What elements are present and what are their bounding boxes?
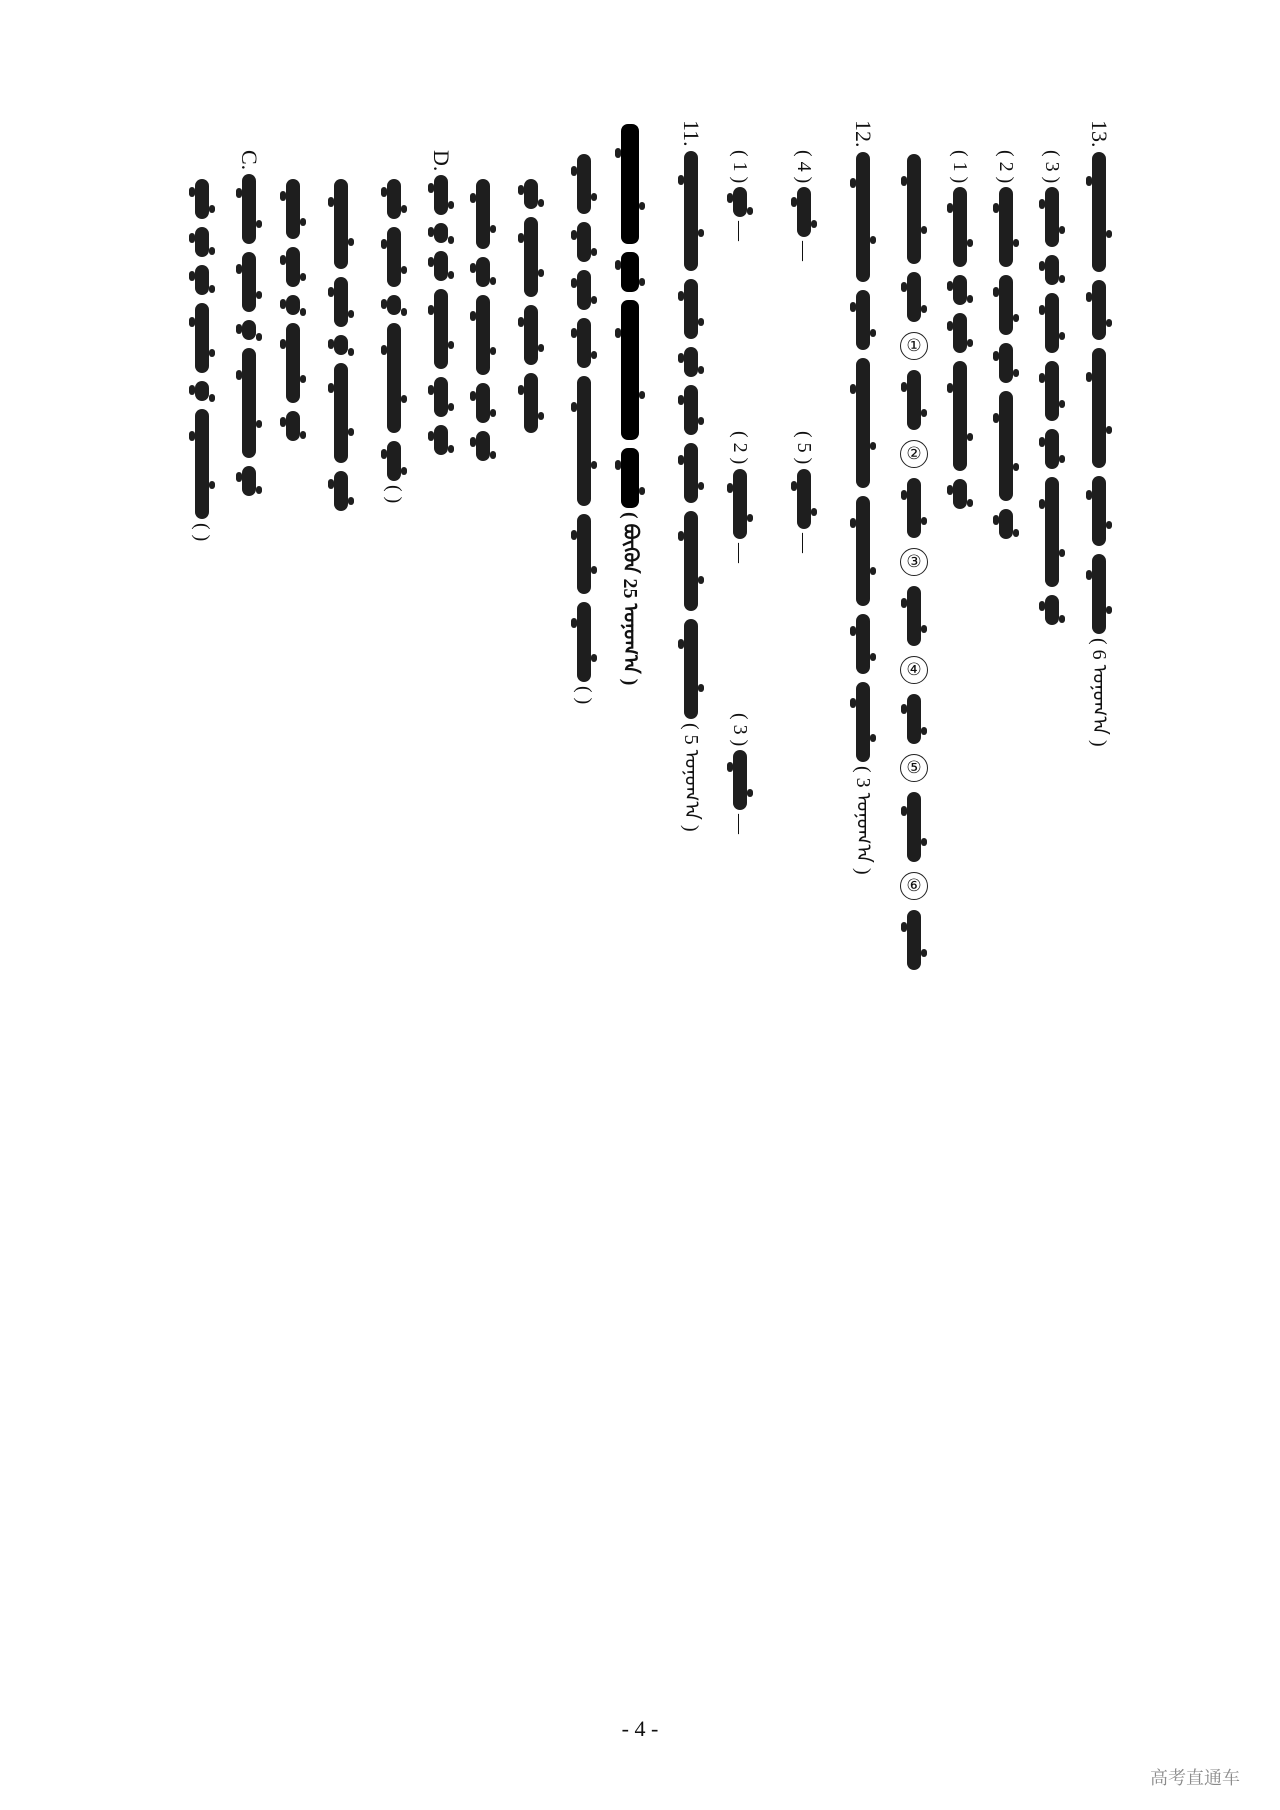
answer-parentheses: ( ): [383, 485, 405, 504]
mongolian-text: [195, 227, 209, 257]
mongolian-text: [684, 511, 698, 611]
mongolian-text: [953, 187, 967, 267]
mongolian-text: [242, 348, 256, 458]
watermark: 高考直通车: [1150, 1768, 1240, 1789]
mongolian-text: [1092, 554, 1106, 634]
mongolian-text: [999, 391, 1013, 501]
circle-number: ①: [900, 332, 928, 360]
mongolian-text: [387, 227, 401, 287]
mongolian-text: [1045, 595, 1059, 625]
question-11: [680, 120, 702, 1020]
answer-parentheses: ( ): [573, 686, 595, 705]
mongolian-text: [856, 358, 870, 488]
mongolian-text: [1045, 429, 1059, 469]
mongolian-text: [907, 478, 921, 538]
mongolian-text: [907, 910, 921, 970]
page-number: - 4 -: [621, 1716, 659, 1741]
mongolian-text: [684, 385, 698, 435]
mongolian-text: [797, 187, 811, 237]
mongolian-text: [577, 270, 591, 310]
option-letter: C.: [237, 150, 262, 171]
question-points: ( 3 ᠣᠨᠤᠭ᠎ᠠ ): [852, 765, 874, 875]
mongolian-text: [242, 174, 256, 244]
mongolian-text: [953, 275, 967, 305]
mongolian-text: [733, 750, 747, 810]
mongolian-text: [434, 223, 448, 243]
mongolian-text: [733, 469, 747, 539]
mongolian-text: [195, 179, 209, 219]
blanks-row-a: [792, 150, 815, 1050]
mongolian-text: [797, 469, 811, 529]
mongolian-text: [733, 187, 747, 217]
mongolian-text: [577, 222, 591, 262]
mongolian-text: [434, 289, 448, 369]
answer-parentheses: ( ): [191, 523, 213, 542]
sub-item-1: [948, 150, 971, 1050]
mongolian-text: [684, 279, 698, 339]
mongolian-text: [387, 179, 401, 219]
mongolian-text: [577, 514, 591, 594]
mongolian-text: [286, 179, 300, 239]
mongolian-text: [387, 441, 401, 481]
mongolian-text: [286, 295, 300, 315]
mongolian-text: [577, 376, 591, 506]
mongolian-text: [434, 251, 448, 281]
mongolian-text: [434, 425, 448, 455]
option-d-line-3: [286, 175, 300, 1075]
mongolian-text: [907, 370, 921, 430]
mongolian-text: [856, 614, 870, 674]
sub-item-3: [1040, 150, 1063, 1050]
mongolian-text: [907, 154, 921, 264]
blanks-row-b: [728, 150, 751, 1050]
answer-blank: —: [729, 813, 751, 834]
mongolian-text: [907, 272, 921, 322]
blank-label: ( 1 ): [729, 150, 751, 184]
mongolian-text: [476, 179, 490, 249]
question-number: 13.: [1087, 120, 1112, 148]
mongolian-text: [953, 313, 967, 353]
mongolian-text: [856, 152, 870, 282]
question-number: 11.: [679, 120, 704, 147]
mongolian-text: [907, 586, 921, 646]
mongolian-text: [1045, 477, 1059, 587]
question-points: ( 6 ᠣᠨᠤᠭ᠎ᠠ ): [1088, 637, 1110, 747]
mongolian-text: [524, 179, 538, 209]
mongolian-text: [195, 409, 209, 519]
mongolian-text: [999, 187, 1013, 267]
passage-line-3: [476, 175, 490, 1075]
mongolian-text: [387, 323, 401, 433]
mongolian-text: [387, 295, 401, 315]
mongolian-text: [476, 431, 490, 461]
mongolian-text: [524, 305, 538, 365]
circle-number: ⑥: [900, 872, 928, 900]
mongolian-text: [334, 471, 348, 511]
mongolian-text: [684, 347, 698, 377]
mongolian-text: [1045, 187, 1059, 247]
option-c-line-1: [190, 175, 213, 1075]
mongolian-text: [286, 411, 300, 441]
mongolian-text: [1045, 361, 1059, 421]
mongolian-text: [621, 300, 639, 440]
mongolian-text: [1092, 476, 1106, 546]
mongolian-text: [953, 479, 967, 509]
mongolian-text: [621, 124, 639, 244]
mongolian-text: [242, 252, 256, 312]
mongolian-text: [621, 448, 639, 508]
circle-number: ⑤: [900, 754, 928, 782]
mongolian-text: [577, 602, 591, 682]
blank-label: ( 4 ): [793, 150, 815, 184]
answer-blank: —: [793, 241, 815, 262]
mongolian-text: [476, 383, 490, 423]
mongolian-text: [195, 303, 209, 373]
mongolian-text: [1045, 293, 1059, 353]
question-points: ( 5 ᠣᠨᠤᠭ᠎ᠠ ): [680, 722, 702, 832]
circle-number: ④: [900, 656, 928, 684]
mongolian-text: [434, 377, 448, 417]
mongolian-text: [999, 509, 1013, 539]
mongolian-text: [286, 323, 300, 403]
option-letter: D.: [429, 150, 454, 172]
blank-label: ( 5 ): [793, 431, 815, 465]
sub-item-label: ( 3 ): [1041, 150, 1063, 184]
section-heading: [620, 120, 640, 1020]
option-d-line-2: [334, 175, 348, 1075]
mongolian-text: [577, 154, 591, 214]
question-number: 12.: [851, 120, 876, 148]
mongolian-text: [1092, 280, 1106, 340]
mongolian-text: [334, 363, 348, 463]
option-c: [238, 150, 260, 1050]
mongolian-text: [334, 179, 348, 269]
mongolian-text: [684, 443, 698, 503]
mongolian-text: [856, 496, 870, 606]
mongolian-text: [999, 275, 1013, 335]
circle-number: ②: [900, 440, 928, 468]
answer-blank: —: [729, 542, 751, 563]
mongolian-text: [907, 694, 921, 744]
circle-number: ③: [900, 548, 928, 576]
options-circled: [900, 150, 928, 1050]
mongolian-text: [684, 619, 698, 719]
blank-label: ( 2 ): [729, 431, 751, 465]
mongolian-text: [524, 373, 538, 433]
mongolian-text: [476, 295, 490, 375]
answer-blank: —: [793, 532, 815, 553]
mongolian-text: [1045, 255, 1059, 285]
mongolian-text: [476, 257, 490, 287]
mongolian-text: [195, 381, 209, 401]
sub-item-label: ( 2 ): [995, 150, 1017, 184]
question-12: [852, 120, 874, 1020]
mongolian-text: [195, 265, 209, 295]
mongolian-text: [856, 290, 870, 350]
mongolian-text: [856, 682, 870, 762]
passage-line-1: [572, 150, 595, 1050]
mongolian-text: [999, 343, 1013, 383]
blank-label: ( 3 ): [729, 712, 751, 746]
section-points: ( ᠪᠦᠬᠦᠨ 25 ᠣᠨᠤᠭ᠎ᠠ ): [619, 512, 641, 686]
option-d: [430, 150, 452, 1050]
mongolian-text: [242, 320, 256, 340]
mongolian-text: [1092, 348, 1106, 468]
mongolian-text: [334, 277, 348, 327]
question-13: [1088, 120, 1110, 1020]
option-d-line-1: [382, 175, 405, 1075]
mongolian-text: [242, 466, 256, 496]
mongolian-text: [577, 318, 591, 368]
mongolian-text: [334, 335, 348, 355]
mongolian-text: [524, 217, 538, 297]
passage-line-2: [524, 175, 538, 1075]
mongolian-text: [684, 151, 698, 271]
sub-item-2: [994, 150, 1017, 1050]
mongolian-text: [907, 792, 921, 862]
mongolian-text: [621, 252, 639, 292]
mongolian-text: [434, 175, 448, 215]
answer-blank: —: [729, 221, 751, 242]
sub-item-label: ( 1 ): [949, 150, 971, 184]
mongolian-text: [953, 361, 967, 471]
mongolian-text: [286, 247, 300, 287]
mongolian-text: [1092, 152, 1106, 272]
